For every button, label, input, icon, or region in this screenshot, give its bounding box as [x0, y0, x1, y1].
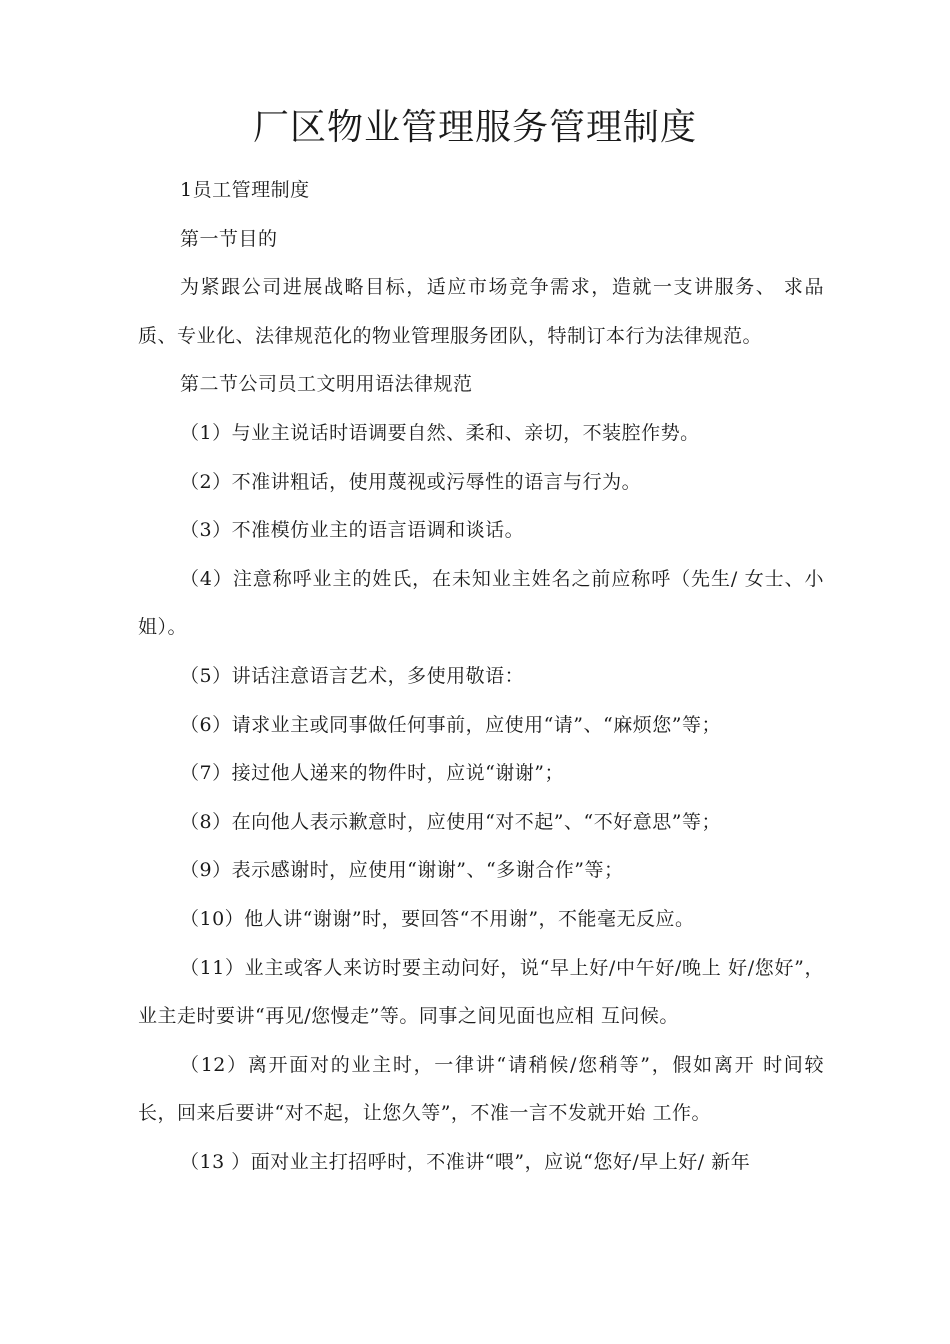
paragraph-subsection-purpose: 第一节目的 [180, 227, 278, 250]
paragraph-section-heading: 1员工管理制度 [180, 179, 310, 201]
paragraph-rule-2: （2）不准讲粗话，使用蔑视或污辱性的语言与行为。 [180, 470, 642, 493]
paragraph-rule-13: （13 ）面对业主打招呼时，不准讲“喂”，应说“您好/早上好/ 新年 [180, 1150, 751, 1173]
document-body [138, 166, 824, 1186]
paragraph-rule-4: （4）注意称呼业主的姓氏，在未知业主姓名之前应称呼（先生/ 女士、小姐）。 [138, 567, 824, 639]
paragraph-rule-9: （9）表示感谢时，应使用“谢谢”、“多谢合作”等； [180, 859, 624, 882]
paragraph-rule-3: （3）不准模仿业主的语言语调和谈话。 [180, 519, 525, 542]
paragraph-rule-7: （7）接过他人递来的物件时，应说“谢谢”； [180, 762, 565, 785]
paragraph-rule-5: （5）讲话注意语言艺术，多使用敬语： [180, 664, 525, 687]
paragraph-rule-12: （12）离开面对的业主时，一律讲“请稍候/您稍等”，假如离开 时间较长，回来后要讲“对不起，让您久等”，不准一言不发就开始 工作。 [138, 1053, 824, 1125]
paragraph-rule-10: （10）他人讲“谢谢”时，要回答“不用谢”，不能毫无反应。 [180, 907, 695, 930]
paragraph-rule-11: （11）业主或客人来访时要主动问好，说“早上好/中午好/晚上 好/您好”，业主走时要讲“再见/您慢走”等。同事之间见面也应相 互问候。 [138, 956, 824, 1028]
paragraph-purpose-text: 为紧跟公司进展战略目标，适应市场竞争需求，造就一支讲服务、 求品质、专业化、法律规范化的物业管理服务团队，特制订本行为法律规范。 [138, 276, 824, 347]
paragraph-rule-6: （6）请求业主或同事做任何事前，应使用“请”、“麻烦您”等； [180, 713, 721, 736]
paragraph-subsection-language: 第二节公司员工文明用语法律规范 [180, 373, 473, 396]
paragraph-rule-8: （8）在向他人表示歉意时，应使用“对不起”、“不好意思”等； [180, 810, 721, 833]
document-title: 厂区物业管理服务管理制度 [252, 107, 697, 148]
paragraph-rule-1: （1）与业主说话时语调要自然、柔和、亲切，不装腔作势。 [180, 421, 700, 444]
